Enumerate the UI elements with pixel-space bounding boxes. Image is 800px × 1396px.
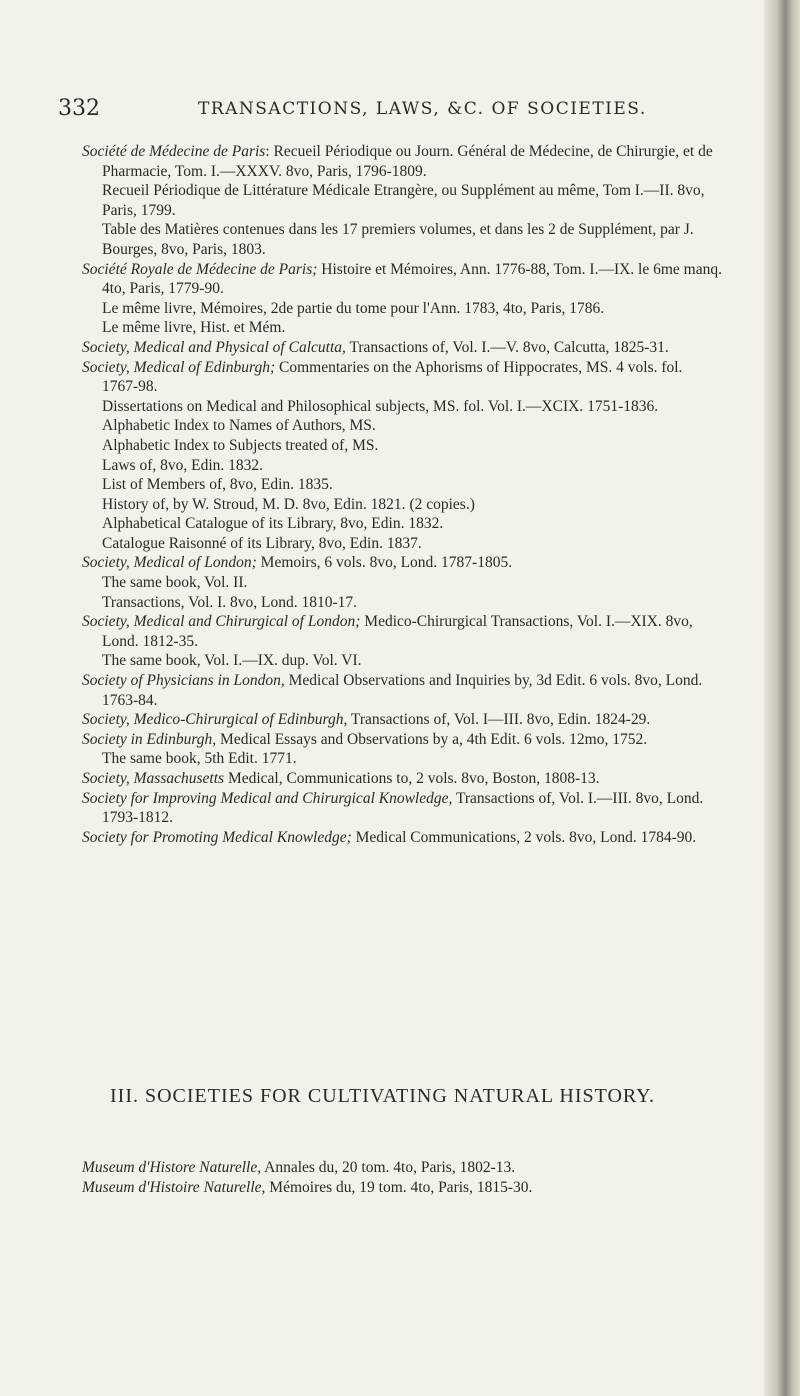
subentry-text: History of, by W. Stroud, M. D. 8vo, Edin. 1821. (102, 495, 406, 513)
catalogue-subentry (82, 456, 722, 476)
catalogue-entry (82, 553, 722, 573)
catalogue-subentry (82, 534, 722, 554)
catalogue-subentry (82, 397, 722, 417)
entry-text: Histoire et Mémoires, Ann. 1776-88, Tom. I.—IX. le 6me manq. 4to, Paris, 1779-90. (102, 260, 722, 298)
entry-heading: Society in Edinburgh, (82, 730, 217, 748)
entry-text: Medical Communications, 2 vols. 8vo, Lond. 1784-90. (351, 828, 697, 846)
entry-heading: Society, Medical and Physical of Calcutta, (82, 338, 346, 356)
entry-text: Medico-Chirurgical Transactions, Vol. I.—XIX. 8vo, Lond. 1812-35. (102, 613, 693, 650)
page-number: 332 (58, 96, 100, 121)
catalogue-subentry (82, 416, 722, 436)
catalogue-entry (82, 338, 722, 358)
catalogue-entry (82, 769, 722, 789)
entry-text: Medical Essays and Observations by a, 4th Edit. 6 vols. 12mo, 1752. (216, 730, 648, 748)
catalogue-entry (82, 358, 722, 397)
subentry-text: Catalogue Raisonné of its Library, 8vo, Edin. 1837. (102, 534, 422, 552)
catalogue-entry (82, 730, 722, 750)
entry-heading: Société de Médecine de Paris (82, 143, 266, 160)
subentry-note: (2 copies.) (405, 495, 475, 513)
catalogue-subentry (82, 514, 722, 534)
page-header (58, 96, 758, 126)
museum-entry (82, 1158, 742, 1178)
subentry-text: The same book, 5th Edit. 1771. (102, 750, 297, 768)
catalogue-entry (82, 142, 722, 181)
subentry-text: Transactions, Vol. I. 8vo, Lond. 1810-17. (102, 593, 358, 611)
catalogue-subentry (82, 475, 722, 495)
entry-text: Medical, Communications to, 2 vols. 8vo, Boston, 1808-13. (224, 770, 600, 787)
catalogue-subentry (82, 495, 722, 515)
subentry-text: Le même livre, Hist. et Mém. (102, 319, 286, 337)
subentry-text: The same book, Vol. I.—IX. dup. Vol. VI. (102, 652, 362, 670)
museum-text: Annales du, 20 tom. 4to, Paris, 1802-13. (261, 1159, 516, 1176)
section-heading: III. SOCIETIES FOR CULTIVATING NATURAL HISTORY. (110, 1085, 655, 1107)
entry-text: Commentaries on the Aphorisms of Hippocrates, MS. 4 vols. fol. 1767-98. (102, 358, 683, 396)
museum-entries (82, 1158, 742, 1197)
entry-heading: Society of Physicians in London, (82, 672, 285, 690)
catalogue-subentry (82, 593, 722, 613)
catalogue-entry (82, 612, 722, 651)
entry-heading: Society, Medical of London; (82, 554, 257, 572)
catalogue-subentry (82, 220, 722, 259)
catalogue-subentry (82, 573, 722, 593)
subentry-text: Le même livre, Mémoires, 2de partie du tome pour l'Ann. 1783, 4to, Paris, 1786. (102, 299, 605, 317)
entry-text: Transactions of, Vol. I—III. 8vo, Edin. 1824-29. (347, 711, 651, 729)
entry-text: Memoirs, 6 vols. 8vo, Lond. 1787-1805. (256, 554, 513, 572)
subentry-text: Alphabetic Index to Names of Authors, MS. (102, 417, 376, 435)
subentry-text: Laws of, 8vo, Edin. 1832. (102, 456, 264, 474)
catalogue-subentry (82, 299, 722, 319)
catalogue-entry (82, 789, 722, 828)
subentry-text: List of Members of, 8vo, Edin. 1835. (102, 476, 333, 494)
catalogue-entry (82, 260, 722, 299)
page-edge (764, 0, 800, 1396)
running-title: TRANSACTIONS, LAWS, &C. OF SOCIETIES. (198, 99, 647, 119)
entry-text: Transactions of, Vol. I.—III. 8vo, Lond. 1793-1812. (102, 789, 704, 827)
entry-text: Transactions of, Vol. I.—V. 8vo, Calcutta, 1825-31. (345, 338, 669, 356)
catalogue-subentry (82, 436, 722, 456)
museum-heading: Museum d'Histoire Naturelle, (82, 1178, 266, 1196)
entry-heading: Society for Promoting Medical Knowledge; (82, 828, 352, 846)
entry-heading: Society, Medico-Chirurgical of Edinburgh, (82, 711, 348, 729)
museum-heading: Museum d'Histore Naturelle, (82, 1159, 262, 1176)
catalogue-entry (82, 671, 722, 710)
subentry-text: Table des Matières contenues dans les 17 premiers volumes, et dans les 2 de Supplément, par J. Bourges, 8vo, Paris, 1803. (102, 221, 694, 258)
catalogue-subentry (82, 181, 722, 220)
subentry-text: Alphabetical Catalogue of its Library, 8vo, Edin. 1832. (102, 515, 444, 533)
entry-heading: Society for Improving Medical and Chirurgical Knowledge, (82, 789, 453, 807)
catalogue-entry (82, 828, 722, 848)
subentry-text: Recueil Périodique de Littérature Médicale Etrangère, ou Supplément au même, Tom I.—II. 8vo, Paris, 1799. (102, 182, 705, 219)
subentry-text: Alphabetic Index to Subjects treated of, MS. (102, 436, 379, 454)
entry-heading: Society, Medical of Edinburgh; (82, 358, 276, 376)
catalogue-subentry (82, 749, 722, 769)
entry-text: : Recueil Périodique ou Journ. Général de Médecine, de Chirurgie, et de Pharmacie, Tom. I.—XXXV. 8vo, Paris, 1796-1809. (102, 143, 713, 180)
catalogue-subentry (82, 651, 722, 671)
subentry-text: Dissertations on Medical and Philosophical subjects, MS. fol. Vol. I.—XCIX. 1751-1836. (102, 397, 659, 415)
catalogue-subentry (82, 318, 722, 338)
entry-heading: Society, Medical and Chirurgical of London; (82, 613, 361, 631)
subentry-text: The same book, Vol. II. (102, 574, 248, 592)
entry-heading: Society, Massachusetts (82, 770, 225, 787)
catalogue-entry (82, 710, 722, 730)
museum-entry (82, 1178, 742, 1198)
entry-heading: Société Royale de Médecine de Paris; (82, 260, 318, 278)
museum-text: Mémoires du, 19 tom. 4to, Paris, 1815-30. (265, 1178, 533, 1196)
entry-text: Medical Observations and Inquiries by, 3d Edit. 6 vols. 8vo, Lond. 1763-84. (102, 672, 703, 709)
catalogue-entries (82, 142, 722, 847)
